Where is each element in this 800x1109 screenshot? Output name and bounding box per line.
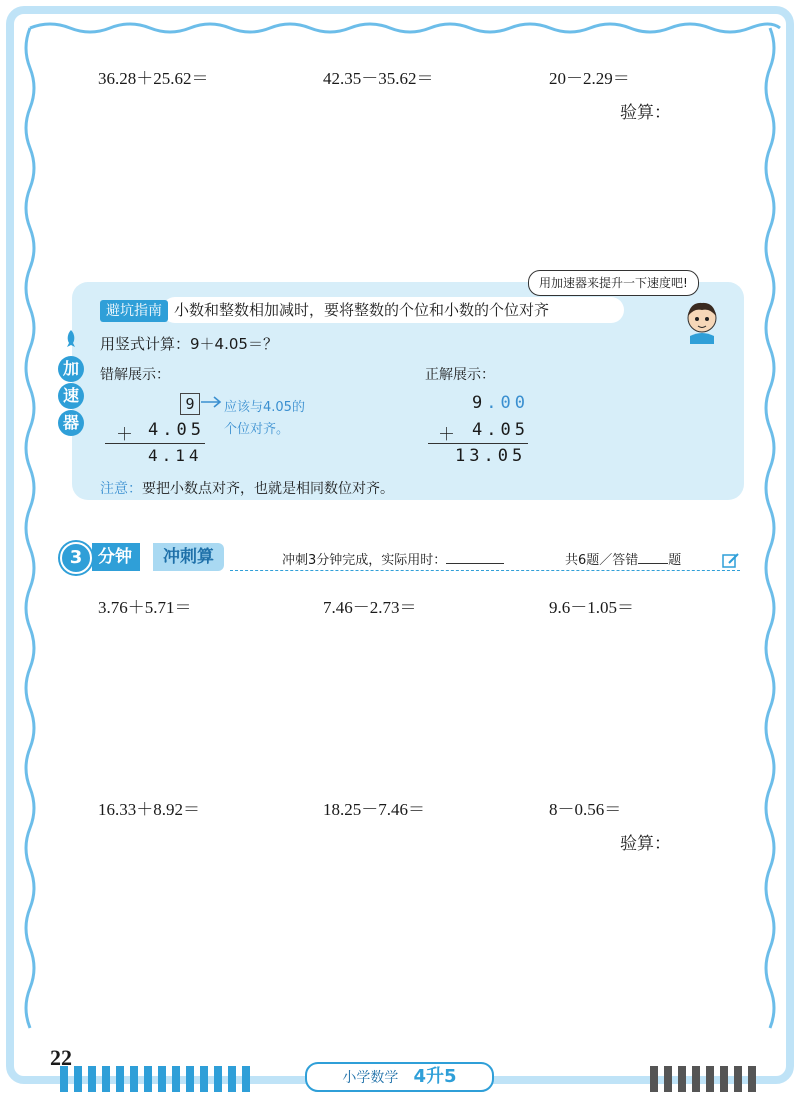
problem-3: 20－2.29＝ — [549, 69, 630, 88]
rocket-icon — [63, 330, 79, 348]
note-row — [100, 478, 394, 498]
timer-blank[interactable] — [446, 549, 504, 564]
footer-grade: 4升5 — [413, 1066, 457, 1087]
right-top: 9 — [472, 393, 487, 413]
wrong-top: 9 — [180, 393, 200, 415]
problem-8: 18.25－7.46＝ — [323, 800, 425, 819]
wrong-plus: ＋ — [116, 425, 133, 445]
check-label-2: 验算： — [620, 834, 671, 854]
side-tag-3: 器 — [58, 410, 84, 436]
wrong-title: 错解展示： — [100, 367, 170, 383]
section-title-a: 分钟 — [92, 543, 140, 571]
wrong-line — [105, 443, 205, 444]
question: 用竖式计算：9＋4.05＝？ — [100, 335, 278, 353]
problem-5: 7.46－2.73＝ — [323, 598, 417, 617]
count-text: 共6题／答错 — [565, 553, 639, 568]
section-divider — [230, 570, 740, 571]
section-title-b: 冲刺算 — [153, 543, 224, 571]
right-top-zeros: .00 — [486, 393, 529, 413]
tip-label: 避坑指南 — [100, 300, 168, 322]
boy-avatar — [680, 298, 724, 344]
speech-bubble: 用加速器来提升一下速度吧! — [528, 270, 699, 296]
problem-6: 9.6－1.05＝ — [549, 598, 634, 617]
problem-7: 16.33＋8.92＝ — [98, 800, 200, 819]
right-plus: ＋ — [438, 425, 455, 445]
wrong-note-1: 应该与4.05的 — [224, 400, 305, 415]
wrong-count-blank[interactable] — [638, 549, 668, 564]
footer-subject: 小学数学 — [342, 1070, 399, 1086]
footer-tag — [305, 1062, 494, 1092]
wrong-bottom: 4.05 — [148, 420, 205, 440]
wrong-result: 4.14 — [148, 446, 203, 465]
side-tag-2: 速 — [58, 383, 84, 409]
timer-text: 冲刺3分钟完成，实际用时： — [282, 553, 447, 568]
pencil-icon — [722, 552, 740, 568]
right-top-row — [472, 393, 529, 413]
count-row — [565, 549, 681, 568]
side-tag-1: 加 — [58, 356, 84, 382]
timer-row — [282, 549, 504, 568]
problem-4: 3.76＋5.71＝ — [98, 598, 192, 617]
arrow-icon — [201, 395, 223, 409]
problem-1: 36.28＋25.62＝ — [98, 69, 209, 88]
problem-9: 8－0.56＝ — [549, 800, 622, 819]
tip-text: 小数和整数相加减时，要将整数的个位和小数的个位对齐 — [162, 297, 624, 323]
problem-2: 42.35－35.62＝ — [323, 69, 434, 88]
section-number: 3 — [60, 542, 92, 574]
count-suffix: 题 — [668, 553, 682, 568]
page-number: 22 — [50, 1045, 72, 1070]
right-result: 13.05 — [455, 446, 527, 466]
note-label: 注意： — [100, 481, 142, 497]
note-text: 要把小数点对齐，也就是相同数位对齐。 — [142, 481, 394, 497]
check-label: 验算： — [620, 103, 671, 123]
right-title: 正解展示： — [425, 367, 495, 383]
right-bottom: 4.05 — [472, 420, 529, 440]
right-line — [428, 443, 528, 444]
wrong-note-2: 个位对齐。 — [224, 422, 290, 437]
